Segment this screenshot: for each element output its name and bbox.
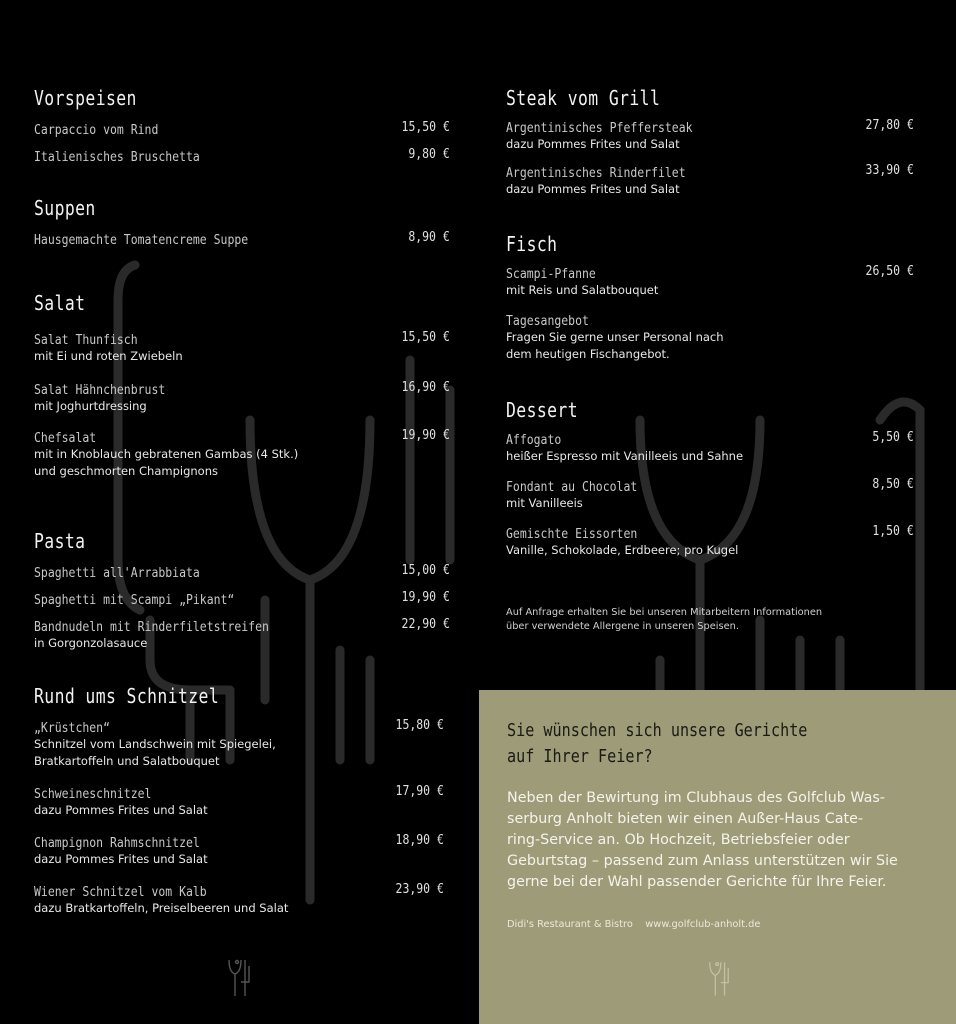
item-name: Spaghetti mit Scampi „Pikant“ (34, 592, 235, 608)
item-description: mit Ei und roten Zwiebeln (34, 349, 183, 363)
promo-body-line: serburg Anholt bieten wir einen Außer-Haus Cate- (507, 811, 864, 827)
item-description: in Gorgonzolasauce (34, 636, 148, 650)
section-schnitzel (34, 684, 444, 917)
item-price: 8,90 € (408, 229, 450, 245)
item-name: Argentinisches Rinderfilet (506, 165, 686, 181)
catering-promo-panel (479, 690, 956, 1024)
allergen-note (506, 606, 914, 634)
menu-item (506, 429, 914, 465)
promo-logo-icon (707, 958, 731, 998)
section-suppen (34, 196, 450, 248)
item-price: 5,50 € (872, 429, 914, 445)
item-price: 17,90 € (395, 783, 444, 799)
item-description-line2: und geschmorten Champignons (34, 464, 218, 478)
item-description-line2: Bratkartoffeln und Salatbouquet (34, 754, 220, 768)
promo-title-line2: auf Ihrer Feier? (507, 746, 653, 767)
menu-item (34, 379, 450, 415)
section-title: Suppen (34, 196, 96, 220)
item-name: Salat Thunfisch (34, 332, 138, 348)
item-description: dazu Pommes Frites und Salat (34, 852, 208, 866)
section-salat (34, 291, 450, 480)
item-price: 23,90 € (395, 881, 444, 897)
section-dessert (506, 398, 914, 559)
item-name: Bandnudeln mit Rinderfiletstreifen (34, 619, 269, 635)
menu-item (506, 310, 914, 363)
item-name: Carpaccio vom Rind (34, 122, 159, 138)
item-name: Scampi-Pfanne (506, 266, 596, 282)
item-name: Hausgemachte Tomatencreme Suppe (34, 232, 249, 248)
item-description: Vanille, Schokolade, Erdbeere; pro Kugel (506, 543, 739, 557)
menu-item (34, 119, 450, 138)
website-link[interactable]: www.golfclub-anholt.de (645, 919, 761, 930)
item-description: heißer Espresso mit Vanilleeis und Sahne (506, 449, 744, 463)
allergen-note-line2: über verwendete Allergene in unseren Speisen. (506, 621, 739, 632)
item-price: 19,90 € (401, 589, 450, 605)
menu-item (34, 146, 450, 165)
promo-body-line: Geburtstag – passend zum Anlass unterstützen wir Sie (507, 853, 898, 869)
item-description: dazu Bratkartoffeln, Preiselbeeren und Salat (34, 901, 289, 915)
promo-body (507, 788, 947, 893)
item-description-line2: dem heutigen Fischangebot. (506, 347, 670, 361)
item-price: 15,00 € (401, 562, 450, 578)
item-price: 26,50 € (865, 263, 914, 279)
item-description: mit in Knoblauch gebratenen Gambas (4 Stk.) (34, 447, 299, 461)
item-name: Champignon Rahmschnitzel (34, 835, 200, 851)
item-description: dazu Pommes Frites und Salat (34, 803, 208, 817)
item-price: 1,50 € (872, 523, 914, 539)
item-price: 9,80 € (408, 146, 450, 162)
item-description: mit Reis und Salatbouquet (506, 283, 659, 297)
menu-item (506, 523, 914, 559)
item-name: Schweineschnitzel (34, 786, 152, 802)
item-description: Fragen Sie gerne unser Personal nach (506, 330, 724, 344)
menu-item (34, 562, 450, 581)
item-description: mit Vanilleeis (506, 496, 583, 510)
restaurant-logo-icon (226, 956, 252, 998)
item-name: Gemischte Eissorten (506, 526, 638, 542)
item-price: 27,80 € (865, 117, 914, 133)
section-fisch (506, 232, 914, 363)
menu-item (34, 229, 450, 248)
allergen-note-line1: Auf Anfrage erhalten Sie bei unseren Mitarbeitern Informationen (506, 607, 823, 618)
menu-item (34, 329, 450, 365)
menu-item (34, 589, 450, 608)
item-description: mit Joghurtdressing (34, 399, 147, 413)
section-title: Fisch (506, 232, 558, 256)
item-name: Wiener Schnitzel vom Kalb (34, 884, 207, 900)
section-title: Steak vom Grill (506, 86, 661, 110)
section-title: Salat (34, 291, 86, 315)
item-description: dazu Pommes Frites und Salat (506, 137, 680, 151)
item-price: 8,50 € (872, 476, 914, 492)
item-price: 18,90 € (395, 832, 444, 848)
item-price: 16,90 € (401, 379, 450, 395)
section-title: Pasta (34, 529, 86, 553)
menu-item (34, 783, 444, 819)
menu-item (34, 832, 444, 868)
menu-item (506, 263, 914, 299)
section-pasta (34, 529, 450, 652)
menu-item (34, 616, 450, 652)
item-name: Spaghetti all'Arrabbiata (34, 565, 200, 581)
restaurant-name: Didi's Restaurant & Bistro (507, 919, 633, 930)
item-price: 19,90 € (401, 427, 450, 443)
menu-item (506, 162, 914, 198)
promo-body-line: Neben der Bewirtung im Clubhaus des Golfclub Was- (507, 790, 885, 806)
item-name: „Krüstchen“ (34, 720, 110, 736)
item-price: 15,50 € (401, 329, 450, 345)
menu-item (506, 476, 914, 512)
item-name: Argentinisches Pfeffersteak (506, 120, 693, 136)
item-name: Tagesangebot (506, 313, 589, 329)
section-steak (506, 86, 914, 198)
menu-item (34, 881, 444, 917)
item-price: 22,90 € (401, 616, 450, 632)
menu-item (34, 717, 444, 770)
promo-body-line: gerne bei der Wahl passender Gerichte für Ihre Feier. (507, 874, 887, 890)
item-price: 15,50 € (401, 119, 450, 135)
menu-item (506, 117, 914, 153)
section-title: Rund ums Schnitzel (34, 684, 220, 708)
menu-item (34, 427, 450, 480)
promo-body-line: ring-Service an. Ob Hochzeit, Betriebsfeier oder (507, 832, 850, 848)
section-title: Vorspeisen (34, 86, 137, 110)
item-name: Fondant au Chocolat (506, 479, 638, 495)
item-name: Italienisches Bruschetta (34, 149, 200, 165)
promo-title-line1: Sie wünschen sich unsere Gerichte (507, 720, 808, 741)
section-title: Dessert (506, 398, 578, 422)
promo-footer (507, 919, 760, 930)
item-name: Salat Hähnchenbrust (34, 382, 166, 398)
item-description: dazu Pommes Frites und Salat (506, 182, 680, 196)
item-name: Chefsalat (34, 430, 97, 446)
item-name: Affogato (506, 432, 562, 448)
item-price: 15,80 € (395, 717, 444, 733)
section-vorspeisen (34, 86, 450, 165)
item-price: 33,90 € (865, 162, 914, 178)
promo-title (507, 718, 807, 770)
item-description: Schnitzel vom Landschwein mit Spiegelei, (34, 737, 276, 751)
